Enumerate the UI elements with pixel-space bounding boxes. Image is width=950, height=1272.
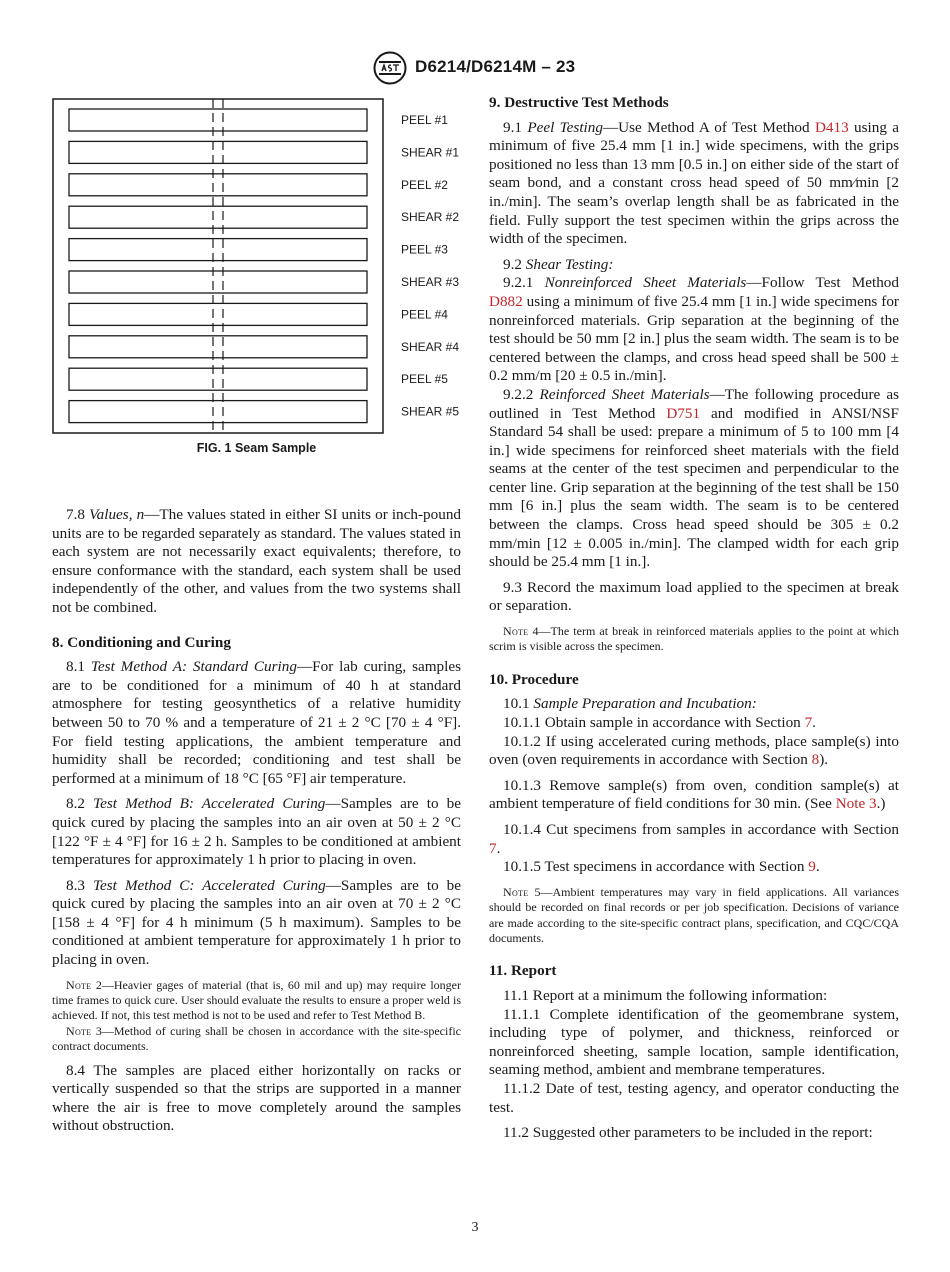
para-10-1-4: 10.1.4 Cut specimens from samples in accordance with Section 7. xyxy=(489,821,899,857)
page-header xyxy=(0,51,950,85)
para-7-8: 7.8 Values, n—The values stated in either SI units or inch-pound units are to be regarded separately as standard. The values stated in each system are not necessarily exact equivalents; therefore, to ensure conformance with the standard, each system shall be used independently of the other, and values from the two systems shall not be combined. xyxy=(52,506,462,616)
standard-designation: D6214/D6214M – 23 xyxy=(415,57,576,76)
link-note-3[interactable]: Note 3 xyxy=(835,795,877,813)
strip-label: PEEL #3 xyxy=(401,242,448,257)
seam-strip xyxy=(69,271,367,293)
link-d413[interactable]: D413 xyxy=(814,118,849,136)
strip-label: SHEAR #5 xyxy=(401,404,460,419)
seam-strip xyxy=(69,368,367,390)
link-d751[interactable]: D751 xyxy=(666,404,701,422)
seam-strip xyxy=(69,239,367,261)
para-8-4: 8.4 The samples are placed either horizontally on racks or vertically suspended so that the strips are supported in a manner where the air is free to move completely around the samples without obstruction. xyxy=(52,1061,461,1135)
link-section-8[interactable]: 8 xyxy=(811,751,820,769)
para-11-2: 11.2 Suggested other parameters to be included in the report: xyxy=(503,1124,873,1142)
link-section-7b[interactable]: 7 xyxy=(489,839,497,857)
strip-label: SHEAR #4 xyxy=(401,339,460,354)
note-4: Note 4—The term at break in reinforced materials applies to the point at which scrim is visible across the specimen. xyxy=(489,624,899,654)
seam-strip xyxy=(69,109,367,131)
para-8-1: 8.1 Test Method A: Standard Curing—For lab curing, samples are to be conditioned for a minimum of 40 h at standard atmosphere for testing geosynthetics of a relative humidity between 50 to 70 % and a temperature of 21 ± 2 °C [70 ± 4 °F]. For field testing applications, the ambient temperature and humidity shall be recorded; conditioning and test shall be performed at a minimum of 18 °C [65 °F] air temperature. xyxy=(52,658,461,787)
para-10-1: 10.1 Sample Preparation and Incubation: xyxy=(503,695,757,713)
link-section-9[interactable]: 9 xyxy=(808,858,816,876)
seam-strip xyxy=(69,401,367,423)
para-10-1-2: 10.1.2 If using accelerated curing methods, place sample(s) into oven (oven requirements in accordance with Section 8). xyxy=(489,732,899,769)
para-9-2: 9.2 Shear Testing: xyxy=(503,255,614,273)
astm-logo xyxy=(373,51,407,85)
figure-caption: FIG. 1 Seam Sample xyxy=(196,441,317,455)
note-2: Note 2—Heavier gages of material (that is, 60 mil and up) may require longer time frames to quick cure. User should evaluate the results to ensure a proper weld is achieved. If not, this test method is not to be used and refer to Test Method B. xyxy=(52,977,461,1023)
right-column xyxy=(489,94,899,1143)
strip-label: PEEL #5 xyxy=(401,372,448,387)
para-9-3: 9.3 Record the maximum load applied to the specimen at break or separation. xyxy=(489,578,899,615)
section-8-heading: 8. Conditioning and Curing xyxy=(52,633,231,651)
seam-strip xyxy=(69,336,367,358)
para-8-2: 8.2 Test Method B: Accelerated Curing—Samples are to be quick cured by placing the samples into an air oven at 50 ± 2 °C [122 °F ± 4 °F] for 16 ± 2 h. Samples to be conditioned at ambient temperatures for approximately 1 h prior to placing in oven. xyxy=(52,795,462,869)
strip-label: SHEAR #3 xyxy=(401,275,460,289)
strip-label: SHEAR #2 xyxy=(401,210,460,225)
para-10-1-1: 10.1.1 Obtain sample in accordance with Section 7. xyxy=(503,714,816,732)
note-5: Note 5—Ambient temperatures may vary in field applications. All variances should be recorded on final records or per job specification. Decisions of variance are made according to the site-specific contract plans, specification, and CQC/CQA documents. xyxy=(489,884,899,945)
section-9-heading: 9. Destructive Test Methods xyxy=(489,94,669,111)
link-section-7[interactable]: 7 xyxy=(804,714,813,732)
note-3: Note 3—Method of curing shall be chosen in accordance with the site-specific contract documents. xyxy=(52,1023,461,1054)
seam-strip xyxy=(69,206,367,228)
para-10-1-3: 10.1.3 Remove sample(s) from oven, condition sample(s) at ambient temperature of field conditions for 30 min. (See Note 3.) xyxy=(489,776,899,813)
strip-label: PEEL #4 xyxy=(401,307,448,322)
para-11-1: 11.1 Report at a minimum the following information: xyxy=(503,987,828,1004)
seam-strip xyxy=(69,174,367,196)
left-column xyxy=(52,506,461,1136)
para-9-1: 9.1 Peel Testing—Use Method A of Test Method D413 using a minimum of five 25.4 mm [1 in.] wide specimens, with the grips positioned no less than 13 mm [0.5 in.] on either side of the start of seam bond, and a constant cross head speed of 50 mm⁄min [2 in./min]. The seam’s overlap length shall be as fabricated in the field. Fully support the test specimen within the grips across the width of the specimen. xyxy=(489,118,900,248)
strip-label: PEEL #1 xyxy=(401,113,448,127)
para-9-2-1: 9.2.1 Nonreinforced Sheet Materials—Follow Test Method D882 using a minimum of five 25.4 mm [1 in.] wide specimens for nonreinforced materials. Grip separation at the beginning of the test should be 50 mm [2 in.] plus the seam width. The seam is to be centered between the clamps, and cross head speed shall be 500 ± 0.2 mm/m [20 ± 0.5 in./min]. xyxy=(489,274,899,385)
para-8-3: 8.3 Test Method C: Accelerated Curing—Samples are to be quick cured by placing the samples into an air oven at 70 ± 2 °C [158 ± 4 °F] for 4 h minimum (5 h maximum). Samples to be conditioned at ambient temperature for approximately 1 h prior to placing in oven. xyxy=(52,876,461,969)
seam-strip xyxy=(69,303,367,325)
para-10-1-5: 10.1.5 Test specimens in accordance with Section 9. xyxy=(503,858,820,876)
para-11-1-2: 11.1.2 Date of test, testing agency, and operator conducting the test. xyxy=(489,1079,899,1116)
section-10-heading: 10. Procedure xyxy=(489,670,579,688)
seam-sample-figure xyxy=(52,98,461,460)
strip-label: PEEL #2 xyxy=(401,177,448,192)
para-9-2-2: 9.2.2 Reinforced Sheet Materials—The following procedure as outlined in Test Method D751 and modified in ANSI/NSF Standard 54 shall be used: prepare a minimum of 5 to 100 mm [4 in.] wide specimens for reinforced sheet materials with the field seams at the center of the test specimen and perpendicular to the center line. Grip separation at the beginning of the test shall be 150 mm [6 in.] plus the seam width. The seam is to be centered between the clamps. Cross head speed should be 305 ± 0.2 mm/min [12 ± 0.005 in./min]. The clamped width for each grip should be 25.4 mm [1 in.]. xyxy=(489,385,899,571)
seam-strip xyxy=(69,141,367,163)
page-number: 3 xyxy=(471,1220,479,1235)
link-d882[interactable]: D882 xyxy=(489,292,523,310)
strip-label: SHEAR #1 xyxy=(401,145,460,160)
para-11-1-1: 11.1.1 Complete identification of the geomembrane system, including type of polymer, and thickness, reinforced or nonreinforced sheeting, sample location, sample identification, seaming method, ambient and membrane temperatures. xyxy=(489,1005,899,1079)
section-11-heading: 11. Report xyxy=(489,962,557,980)
